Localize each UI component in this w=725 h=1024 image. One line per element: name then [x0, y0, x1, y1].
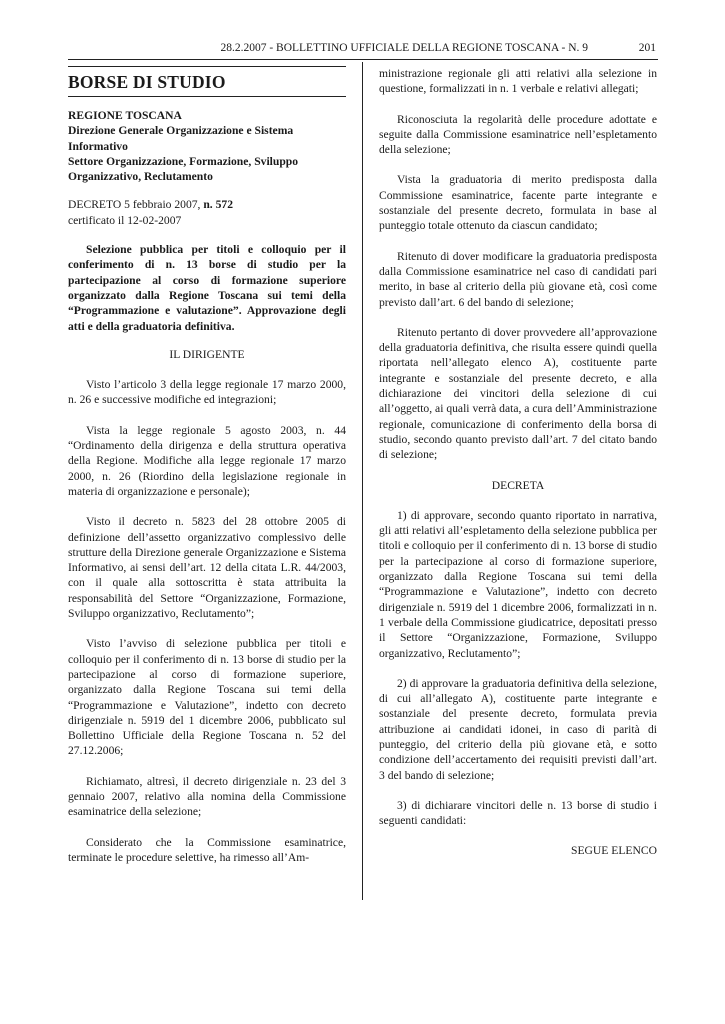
org-line: Organizzativo, Reclutamento	[68, 170, 213, 184]
heading-decreta: DECRETA	[491, 478, 545, 492]
column-divider	[362, 62, 363, 900]
section-title: BORSE DI STUDIO	[68, 66, 346, 97]
continued-paragraph: ministrazione regionale gli atti relativi alla selezione in questione, formalizzati in n. 1 verbale e relativi allegati;	[379, 67, 657, 96]
paragraph: Vista la legge regionale 5 agosto 2003, n. 44 “Ordinamento della dirigenza e della struttura operativa della Regione. Modifiche alla legge regionale 17 marzo 2000, n. 26 (Riordino della legislazione regionale in materia di organizzazione e personale);	[68, 423, 346, 498]
decision-item: 1) di approvare, secondo quanto riportato in narrativa, gli atti relativi all’espletamento della selezione pubblica per titoli e colloquio per il conferimento di n. 13 borse di studio per la partecipazione al corso di formazione superiore, organizzato dalla Regione Toscana sui temi della “Programmazione e Valutazione”, indetto con decreto dirigenziale n. 5919 del 1 dicembre 2006, formalizzati in n. 1 verbale della Commissione giudicatrice, depositati presso il Settore “Organizzazione, Formazione, Sviluppo organizzativo, Reclutamento”;	[379, 508, 657, 660]
decree-info	[68, 197, 346, 228]
bulletin-header-text: 28.2.2007 - BOLLETTINO UFFICIALE DELLA REGIONE TOSCANA - N. 9	[220, 42, 588, 54]
paragraph: Richiamato, altresì, il decreto dirigenziale n. 23 del 3 gennaio 2007, relativo alla nomina della Commissione esaminatrice della selezione;	[68, 774, 346, 819]
decree-date: DECRETO 5 febbraio 2007,	[68, 198, 204, 212]
org-line: Direzione Generale Organizzazione e Sistema	[68, 124, 294, 138]
certified-date: certificato il 12-02-2007	[68, 213, 182, 227]
decision-item: 2) di approvare la graduatoria definitiva della selezione, di cui all’allegato A), costituente parte integrante e sostanziale del presente decreto, formulata previa attribuzione ai candidati idonei, in caso di parità di punteggio, del criterio della più giovane età, e sotto condizione dell’accertamento dei requisiti previsti dall’art. 3 del bando di selezione;	[379, 676, 657, 782]
paragraph: Ritenuto pertanto di dover provvedere all’approvazione della graduatoria definitiva, che risulta essere quindi quella riportata nell’allegato elenco A), costituente parte integrante e sostanziale del presente decreto, e alla dichiarazione dei vincitori della selezione di cui all’oggetto, ai quali verrà data, a cura dell’Amministrazione regionale, comunicazione di conferimento della borsa di studio, secondo quanto previsto dall’art. 7 del citato bando di selezione;	[379, 325, 657, 462]
header-rule	[68, 59, 658, 60]
paragraph: Riconosciuta la regolarità delle procedure adottate e seguite dalla Commissione esaminatrice nell’espletamento della selezione;	[379, 112, 657, 157]
left-column	[68, 66, 346, 880]
paragraph: Visto l’articolo 3 della legge regionale 17 marzo 2000, n. 26 e successive modifiche ed integrazioni;	[68, 378, 346, 407]
decree-line	[68, 197, 346, 212]
paragraph: Ritenuto di dover modificare la graduatoria predisposta dalla Commissione esaminatrice nel caso di candidati pari merito, in base al criterio della più giovane età, così come previsto dall’art. 6 del bando di selezione;	[379, 249, 657, 309]
decree-number: n. 572	[203, 198, 233, 212]
heading-il-dirigente: IL DIRIGENTE	[169, 347, 245, 361]
segue-elenco: SEGUE ELENCO	[571, 844, 657, 858]
decision-item: 3) di dichiarare vincitori delle n. 13 borse di studio i seguenti candidati:	[379, 798, 657, 828]
org-line: Informativo	[68, 139, 128, 153]
org-line: REGIONE TOSCANA	[68, 109, 182, 122]
page-header	[68, 42, 658, 58]
issuing-office	[68, 108, 346, 184]
paragraph: Considerato che la Commissione esaminatrice, terminate le procedure selettive, ha rimesso all’Am-	[68, 835, 346, 864]
decree-subject: Selezione pubblica per titoli e colloquio per il conferimento di n. 13 borse di studio per la partecipazione al corso di formazione superiore organizzato dalla Regione Toscana sui temi della “Programmazione e valutazione”. Approvazione degli atti e della graduatoria definitiva.	[68, 243, 346, 333]
right-column	[379, 66, 657, 859]
paragraph: Visto l’avviso di selezione pubblica per titoli e colloquio per il conferimento di n. 13 borse di studio per la partecipazione al corso di formazione superiore, organizzato dalla Regione Toscana sui temi della “Programmazione e Valutazione”, indetto con decreto dirigenziale n. 5919 del 1 dicembre 2006, pubblicato sul Bollettino Ufficiale della Regione Toscana n. 52 del 27.12.2006;	[68, 637, 346, 758]
paragraph: Vista la graduatoria di merito predisposta dalla Commissione esaminatrice, facente parte integrante e sostanziale del presente decreto, formulata in base al punteggio totale ottenuto da ciascun candidato;	[379, 173, 657, 233]
paragraph: Visto il decreto n. 5823 del 28 ottobre 2005 di definizione dell’assetto organizzativo complessivo delle strutture della Direzione generale Organizzazione e Sistema Informativo, ai sensi dell’art. 12 della citata L.R. 44/2003, con il quale alla sottoscritta è stata attribuita la responsabilità del Settore “Organizzazione, Formazione, Sviluppo organizzativo, Reclutamento”;	[68, 515, 346, 621]
org-line: Settore Organizzazione, Formazione, Sviluppo	[68, 154, 299, 168]
page-number: 201	[638, 42, 656, 54]
